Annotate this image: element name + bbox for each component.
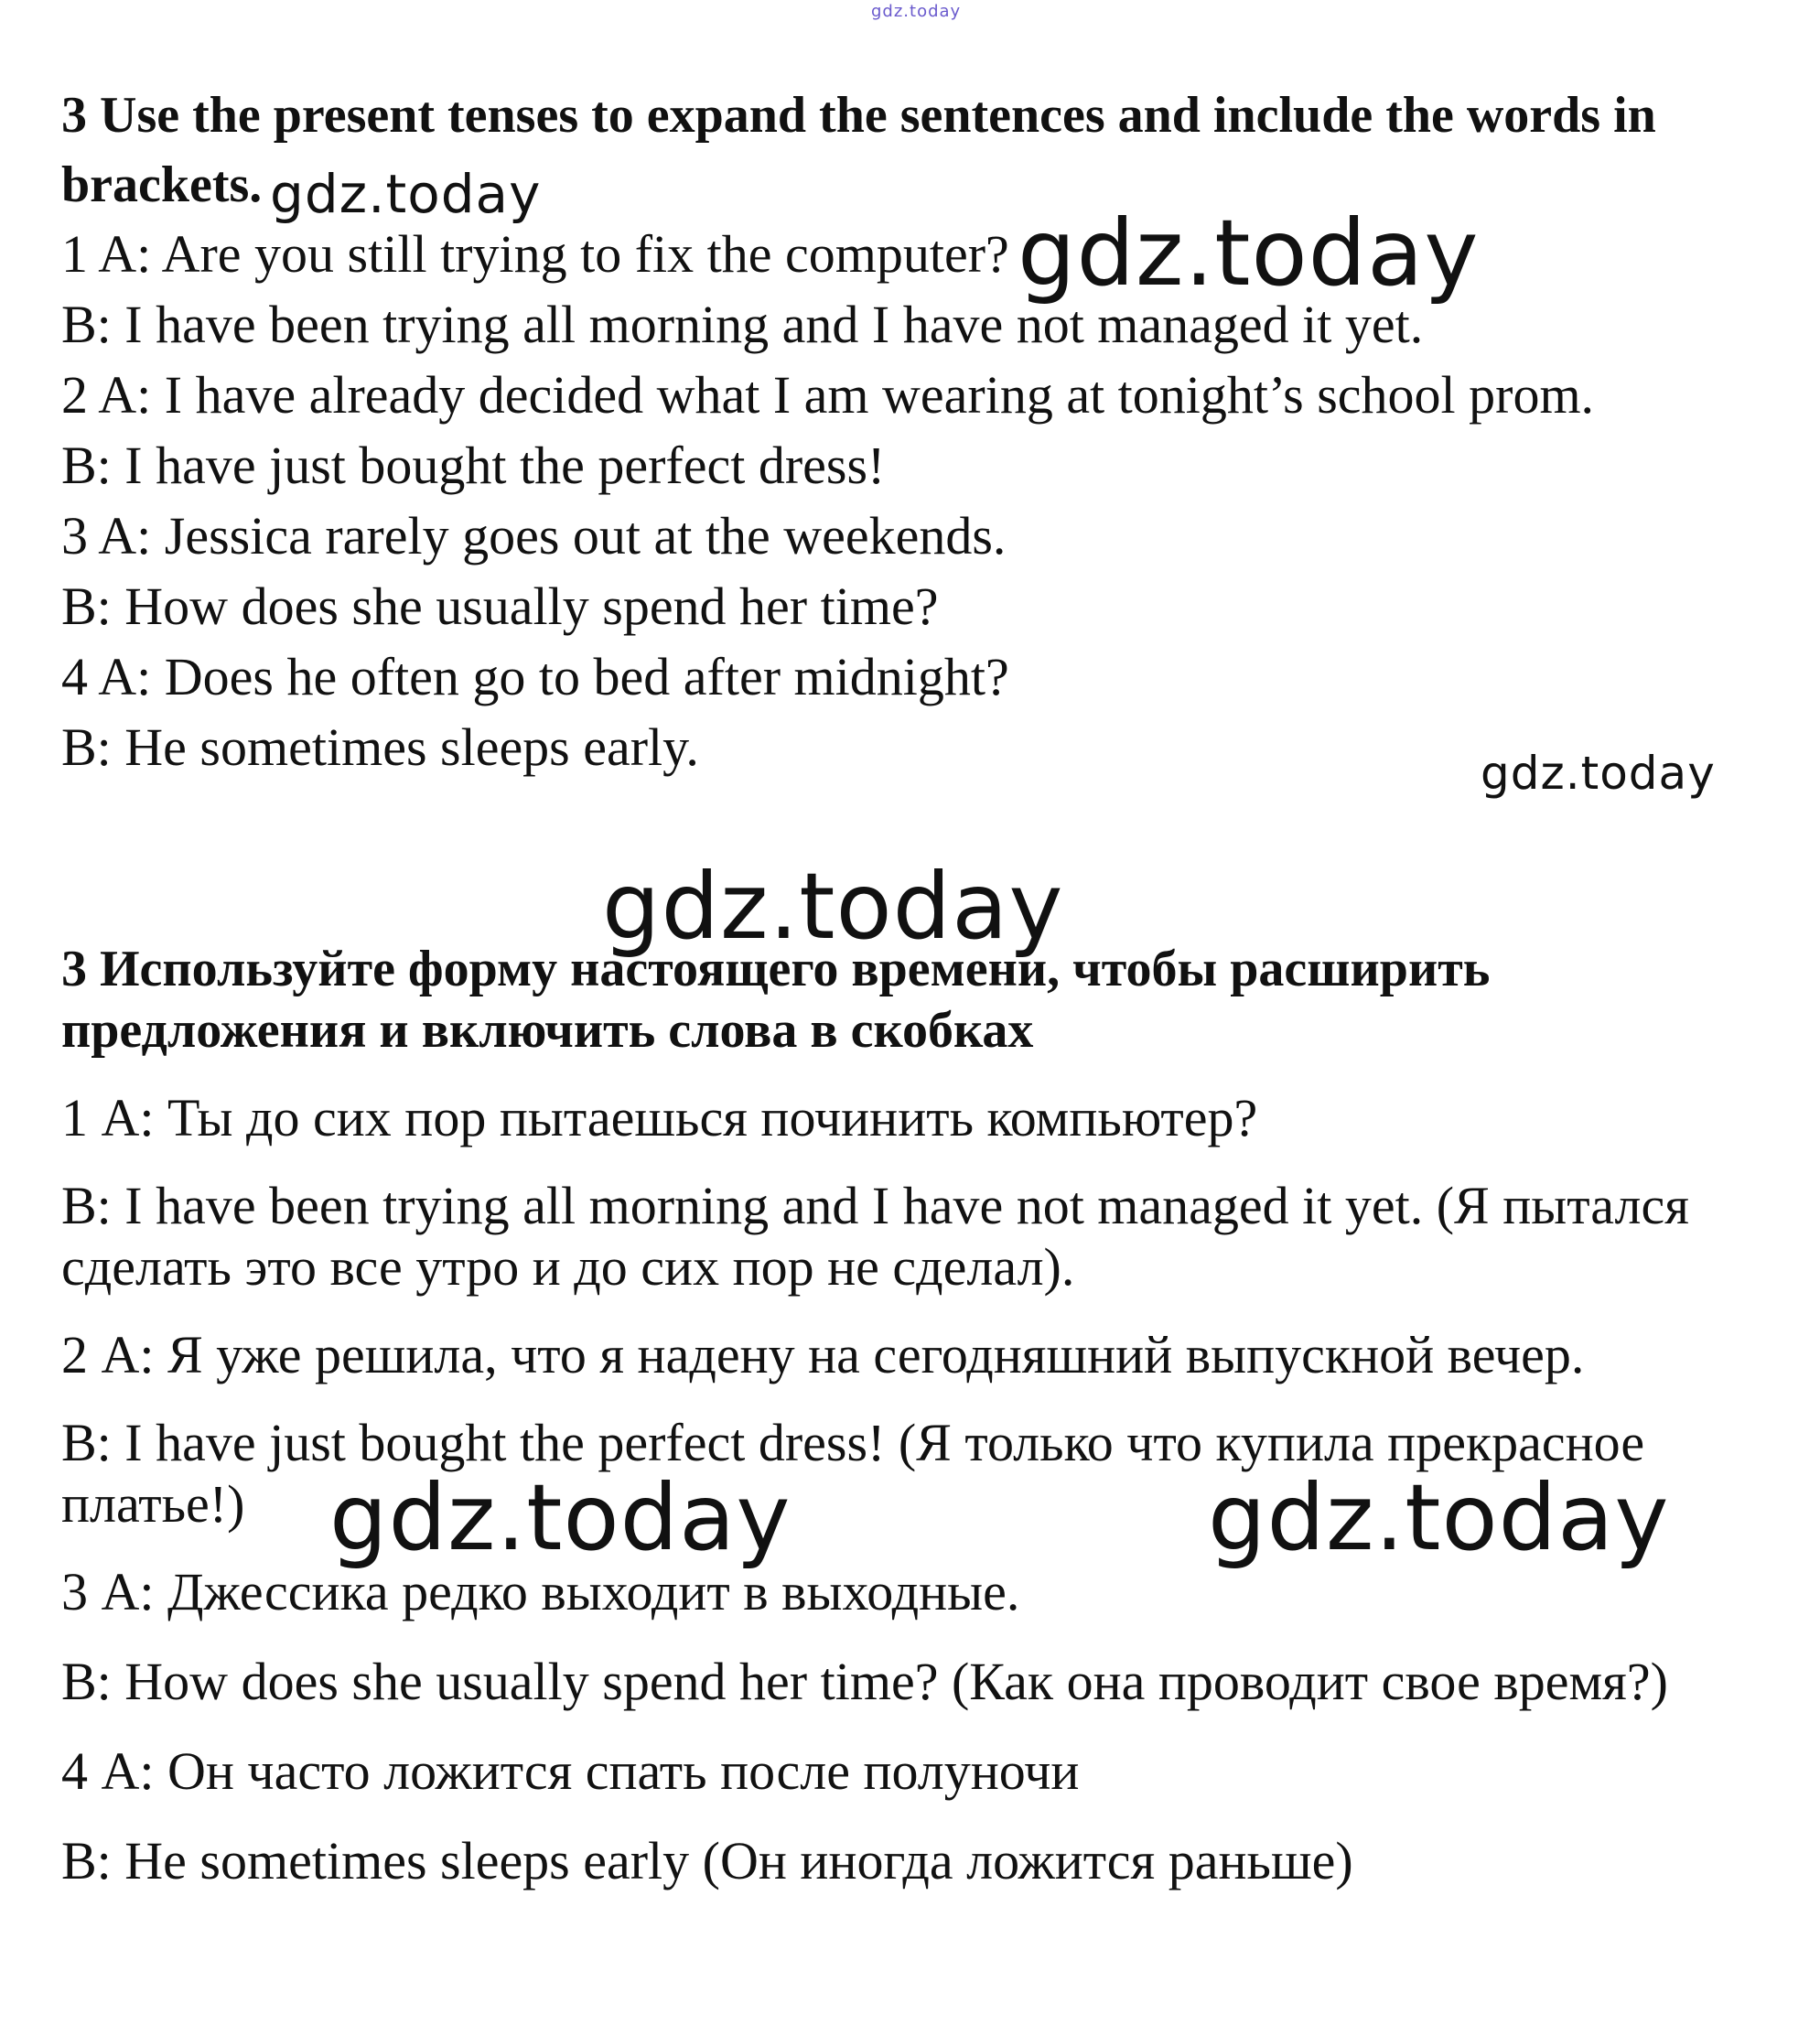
russian-line-7: 3 А: Джессика редко выходит в выходные.	[61, 1562, 1020, 1621]
watermark: gdz.today	[1481, 747, 1716, 800]
russian-line-4: 2 А: Я уже решила, что я надену на сегодняшний выпускной вечер.	[61, 1325, 1585, 1384]
russian-line-6: платье!)	[61, 1474, 245, 1534]
english-line-6: B: How does she usually spend her time?	[61, 576, 939, 636]
english-heading-line-1: 3 Use the present tenses to expand the sentences and include the words in	[61, 87, 1656, 144]
english-line-7: 4 A: Does he often go to bed after midnight?	[61, 647, 1009, 706]
watermark-top: gdz.today	[871, 2, 962, 21]
russian-heading-line-1: 3 Используйте форму настоящего времени, чтобы расширить	[61, 941, 1491, 997]
russian-heading-line-2: предложения и включить слова в скобках	[61, 1002, 1034, 1059]
english-heading-line-2: brackets.	[61, 156, 263, 213]
english-line-5: 3 A: Jessica rarely goes out at the weekends.	[61, 506, 1007, 565]
english-line-4: B: I have just bought the perfect dress!	[61, 436, 886, 495]
watermark: gdz.today	[1208, 1464, 1670, 1571]
english-line-3: 2 A: I have already decided what I am wearing at tonight’s school prom.	[61, 365, 1595, 425]
russian-line-10: B: He sometimes sleeps early (Он иногда ложится раньше)	[61, 1831, 1353, 1890]
english-line-2: B: I have been trying all morning and I have not managed it yet.	[61, 295, 1424, 354]
english-line-1: 1 A: Are you still trying to fix the computer?	[61, 224, 1009, 284]
watermark: gdz.today	[329, 1464, 792, 1571]
english-line-8: B: He sometimes sleeps early.	[61, 717, 699, 777]
watermark: gdz.today	[602, 853, 1064, 960]
watermark: gdz.today	[1018, 199, 1480, 307]
russian-line-8: B: How does she usually spend her time? (Как она проводит свое время?)	[61, 1652, 1668, 1711]
russian-line-9: 4 А: Он часто ложится спать после полуночи	[61, 1741, 1080, 1801]
russian-line-2: B: I have been trying all morning and I have not managed it yet. (Я пытался	[61, 1176, 1689, 1235]
russian-line-3: сделать это все утро и до сих пор не сделал).	[61, 1237, 1075, 1297]
watermark: gdz.today	[270, 163, 542, 225]
russian-line-1: 1 А: Ты до сих пор пытаешься починить компьютер?	[61, 1088, 1258, 1147]
russian-line-5: B: I have just bought the perfect dress! (Я только что купила прекрасное	[61, 1413, 1645, 1472]
